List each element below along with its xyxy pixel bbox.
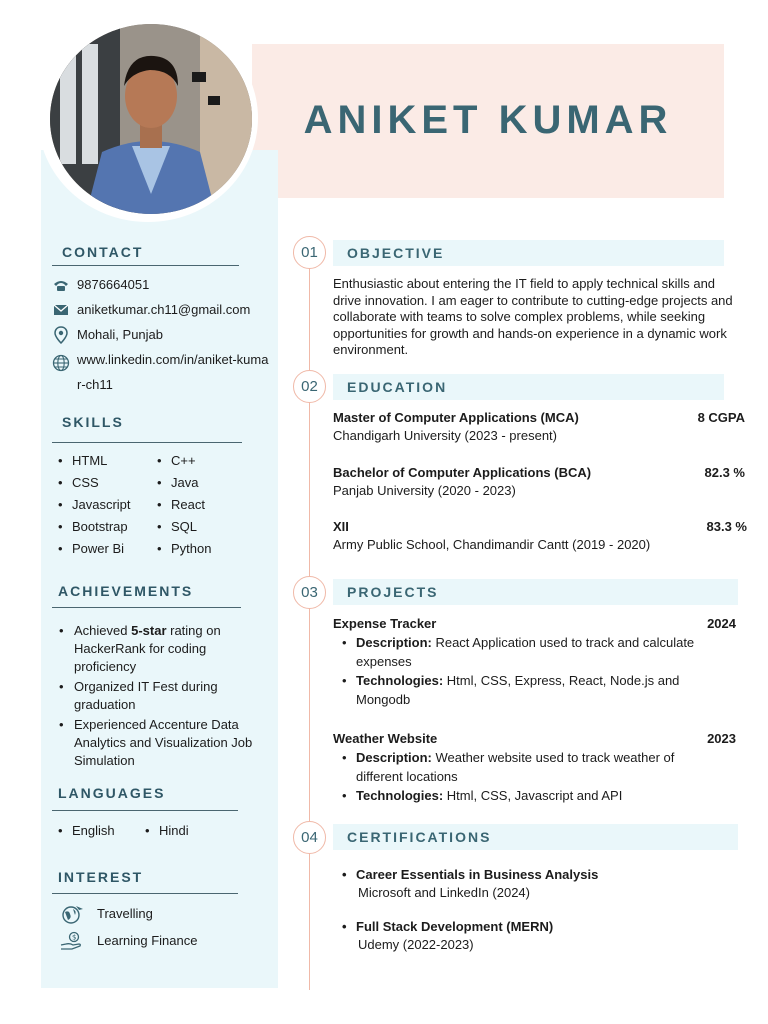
certification-title: • Career Essentials in Business Analysis xyxy=(356,866,726,884)
project-description: • Description: React Application used to track and calculate expenses xyxy=(333,633,708,671)
education-item xyxy=(333,518,747,554)
certification-item xyxy=(356,866,726,902)
achievements-list xyxy=(56,622,271,772)
project-year: 2023 xyxy=(707,731,736,746)
languages-title: LANGUAGES xyxy=(58,785,166,801)
achievement-item: • Achieved 5-star rating on HackerRank for coding proficiency xyxy=(56,622,271,676)
email-icon xyxy=(52,301,70,319)
objective-title: OBJECTIVE xyxy=(347,245,445,261)
achievement-item: • Organized IT Fest during graduation xyxy=(56,678,271,714)
projects-header xyxy=(333,579,738,605)
objective-header xyxy=(333,240,724,266)
language-item: • English xyxy=(56,820,115,842)
location-text: Mohali, Punjab xyxy=(77,327,163,342)
education-title: EDUCATION xyxy=(347,379,448,395)
project-year: 2024 xyxy=(707,616,736,631)
degree-score: 82.3 % xyxy=(704,465,745,480)
contact-email[interactable] xyxy=(52,297,272,322)
candidate-name: ANIKET KUMAR xyxy=(303,98,673,142)
certifications-header xyxy=(333,824,738,850)
contact-divider xyxy=(52,265,239,266)
project-description: • Description: Weather website used to track weather of different locations xyxy=(333,748,708,786)
skill-item: • Power Bi xyxy=(56,538,131,560)
skill-item: • React xyxy=(155,494,211,516)
project-technologies: • Technologies: Html, CSS, Javascript and API xyxy=(333,786,708,805)
contact-phone xyxy=(52,272,272,297)
certification-item xyxy=(356,918,726,954)
email-address[interactable]: aniketkumar.ch11@gmail.com xyxy=(77,302,251,317)
skill-item: • Bootstrap xyxy=(56,516,131,538)
languages-list-left xyxy=(56,820,115,842)
profile-photo xyxy=(50,24,252,214)
education-header xyxy=(333,374,724,400)
languages-divider xyxy=(52,810,238,811)
school-name: Chandigarh University (2023 - present) xyxy=(333,428,557,443)
contact-title: CONTACT xyxy=(62,244,144,260)
degree-score: 8 CGPA xyxy=(697,410,745,425)
section-number-objective: 01 xyxy=(293,236,326,269)
projects-title: PROJECTS xyxy=(347,584,439,600)
interest-item: Learning Finance xyxy=(97,933,198,948)
certification-title: • Full Stack Development (MERN) xyxy=(356,918,726,936)
phone-icon xyxy=(52,276,70,294)
school-name: Panjab University (2020 - 2023) xyxy=(333,483,516,498)
language-item: • Hindi xyxy=(143,820,189,842)
degree-name: Bachelor of Computer Applications (BCA) xyxy=(333,465,592,480)
skills-divider xyxy=(52,442,242,443)
linkedin-url[interactable]: www.linkedin.com/in/aniket-kumar-ch11 xyxy=(77,352,269,392)
school-name: Army Public School, Chandimandir Cantt (2019 - 2020) xyxy=(333,537,651,552)
project-details xyxy=(333,633,736,709)
project-title: Expense Tracker xyxy=(333,616,437,631)
skills-list-left xyxy=(56,450,131,560)
interest-divider xyxy=(52,893,238,894)
section-number-education: 02 xyxy=(293,370,326,403)
degree-name: XII xyxy=(333,519,349,534)
money-hand-icon xyxy=(60,931,84,951)
interest-title: INTEREST xyxy=(58,869,144,885)
certifications-title: CERTIFICATIONS xyxy=(347,829,492,845)
contact-location xyxy=(52,322,272,347)
education-item xyxy=(333,464,745,500)
contact-linkedin[interactable] xyxy=(52,347,272,397)
languages-list-right xyxy=(143,820,189,842)
objective-text: Enthusiastic about entering the IT field to apply technical skills and drive innovation. I am eager to contribute to cutting-edge projects and collaborate with teams to solve complex problems, while seeking opportunities for growth and hands-on experience in a dynamic work environment. xyxy=(333,276,733,357)
skill-item: • C++ xyxy=(155,450,211,472)
skill-item: • SQL xyxy=(155,516,211,538)
degree-score: 83.3 % xyxy=(706,519,747,534)
degree-name: Master of Computer Applications (MCA) xyxy=(333,410,579,425)
achievement-item: • Experienced Accenture Data Analytics and Visualization Job Simulation xyxy=(56,716,271,770)
location-pin-icon xyxy=(52,326,70,344)
certification-source: Microsoft and LinkedIn (2024) xyxy=(358,885,530,900)
skills-list-right xyxy=(155,450,211,560)
achievements-title: ACHIEVEMENTS xyxy=(58,583,194,599)
project-item xyxy=(333,729,736,805)
certification-source: Udemy (2022-2023) xyxy=(358,937,474,952)
skill-item: • Python xyxy=(155,538,211,560)
timeline-line xyxy=(309,238,310,990)
skills-title: SKILLS xyxy=(62,414,124,430)
svg-text:$: $ xyxy=(72,933,77,942)
section-number-projects: 03 xyxy=(293,576,326,609)
project-details xyxy=(333,748,736,805)
interest-item: Travelling xyxy=(97,906,153,921)
phone-number: 9876664051 xyxy=(77,277,150,292)
skill-item: • CSS xyxy=(56,472,131,494)
skill-item: • Javascript xyxy=(56,494,131,516)
travel-globe-icon xyxy=(60,904,84,924)
globe-icon xyxy=(52,354,70,372)
education-item xyxy=(333,409,745,445)
skill-item: • Java xyxy=(155,472,211,494)
project-title: Weather Website xyxy=(333,731,438,746)
project-technologies: • Technologies: Html, CSS, Express, React, Node.js and Mongodb xyxy=(333,671,708,709)
skill-item: • HTML xyxy=(56,450,131,472)
section-number-certifications: 04 xyxy=(293,821,326,854)
achievements-divider xyxy=(52,607,241,608)
project-item xyxy=(333,614,736,709)
